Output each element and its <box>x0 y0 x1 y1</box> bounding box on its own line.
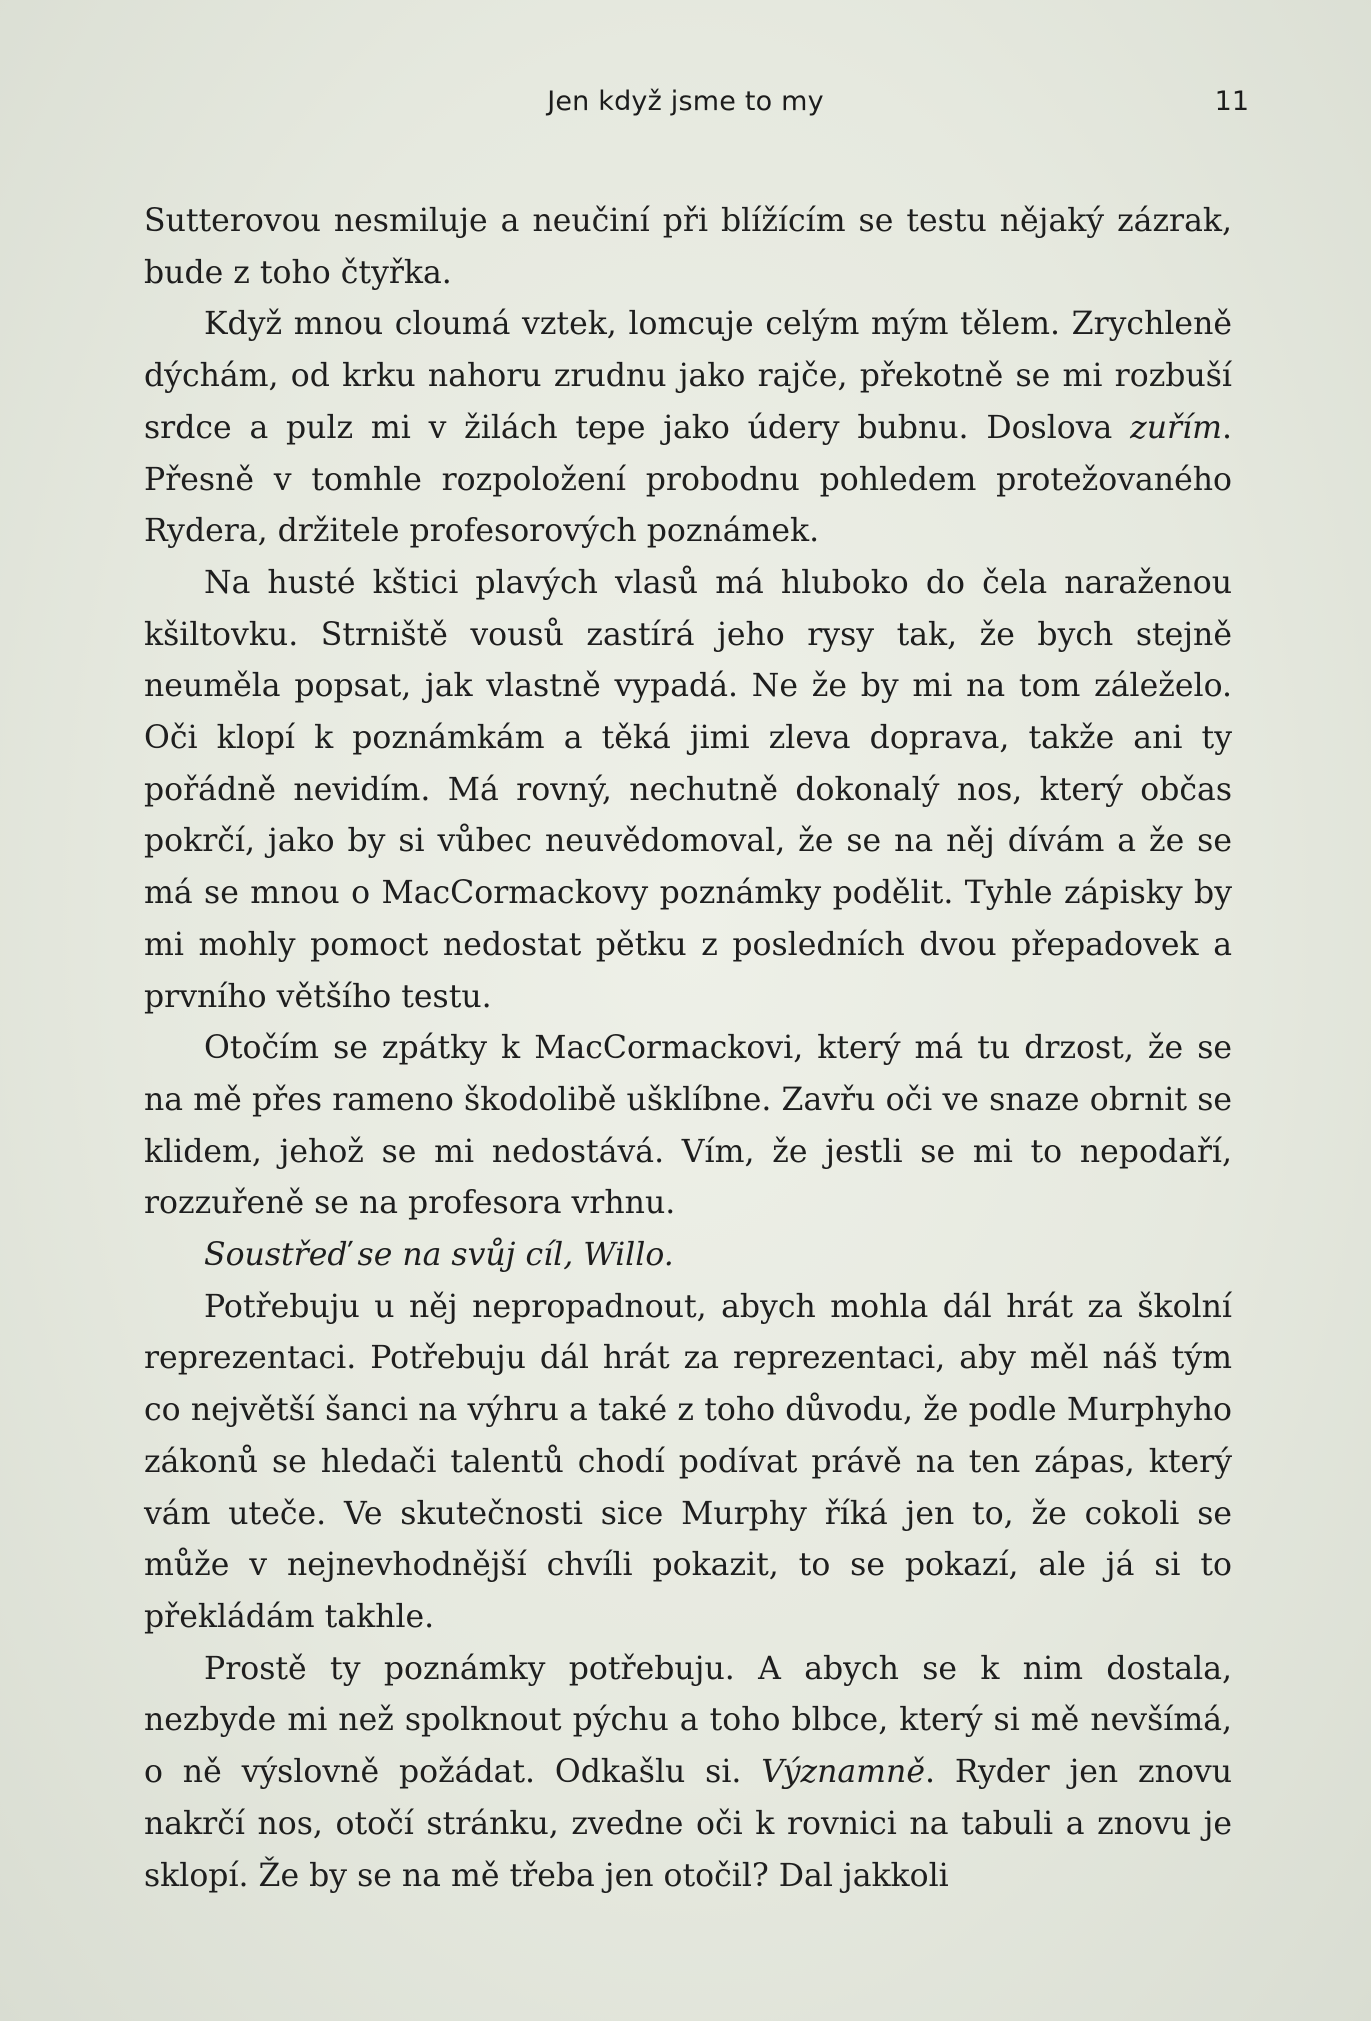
paragraph-7 <box>144 1644 1232 1903</box>
body-text <box>144 196 1232 1902</box>
paragraph-7-text-b: . Ryder jen znovu nakrčí nos, otočí stránku, zvedne oči k rovnici na tabuli a znovu je sklopí. Že by se na mě třeba jen otočil? Dal jakkoli <box>144 1754 1232 1894</box>
paragraph-2-text-a: Když mnou cloumá vztek, lomcuje celým mým tělem. Zrychleně dýchám, od krku nahoru zrudnu jako rajče, překotně se mi rozbuší srdce a pulz mi v žilách tepe jako údery bubnu. Doslova <box>144 306 1232 446</box>
paragraph-6: Potřebuju u něj nepropadnout, abych mohla dál hrát za školní reprezentaci. Potřebuju dál hrát za reprezentaci, aby měl náš tým co největší šanci na výhru a také z toho důvodu, že podle Murphyho zákonů se hledači talentů chodí podívat právě na ten zápas, který vám uteče. Ve skutečnosti sice Murphy říká jen to, že cokoli se může v nejnevhodnější chvíli pokazit, to se pokazí, ale já si to překládám takhle. <box>144 1288 1232 1635</box>
page-number: 11 <box>1214 86 1249 117</box>
paragraph-2-emphasis: zuřím <box>1130 409 1222 446</box>
paragraph-5-italic-thought: Soustřeď se na svůj cíl, Willo. <box>204 1237 674 1274</box>
paragraph-3: Na husté kštici plavých vlasů má hluboko do čela naraženou kšiltovku. Strniště vousů zastírá jeho rysy tak, že bych stejně neuměla popsat, jak vlastně vypadá. Ne že by mi na tom záleželo. Oči klopí k poznámkám a těká jimi zleva doprava, takže ani ty pořádně nevidím. Má rovný, nechutně dokonalý nos, který občas pokrčí, jako by si vůbec neuvědomoval, že se na něj dívám a že se má se mnou o MacCormackovy poznámky podělit. Tyhle zápisky by mi mohly pomoct nedostat pětku z posledních dvou přepadovek a prvního většího testu. <box>144 564 1232 1015</box>
paragraph-2 <box>144 299 1232 558</box>
paragraph-4: Otočím se zpátky k MacCormackovi, který má tu drzost, že se na mě přes rameno škodolibě ušklíbne. Zavřu oči ve snaze obrnit se klidem, jehož se mi nedostává. Vím, že jestli se mi to nepodaří, rozzuřeně se na profesora vrhnu. <box>144 1030 1232 1222</box>
paragraph-7-emphasis: Významně <box>761 1754 925 1791</box>
paragraph-7-text-a: Prostě ty poznámky potřebuju. A abych se k nim dostala, nezbyde mi než spolknout pýchu a toho blbce, který si mě nevšímá, o ně výslovně požádat. Odkašlu si. <box>144 1650 1232 1791</box>
paragraph-1: Sutterovou nesmiluje a neučiní při blížícím se testu nějaký zázrak, bude z toho čtyřka. <box>144 203 1232 291</box>
chapter-title: Jen když jsme to my <box>547 86 824 117</box>
paragraph-2-text-b: . Přesně v tomhle rozpoložení probodnu pohledem protežovaného Rydera, držitele profesorových poznámek. <box>144 409 1232 550</box>
running-header <box>0 86 1371 126</box>
